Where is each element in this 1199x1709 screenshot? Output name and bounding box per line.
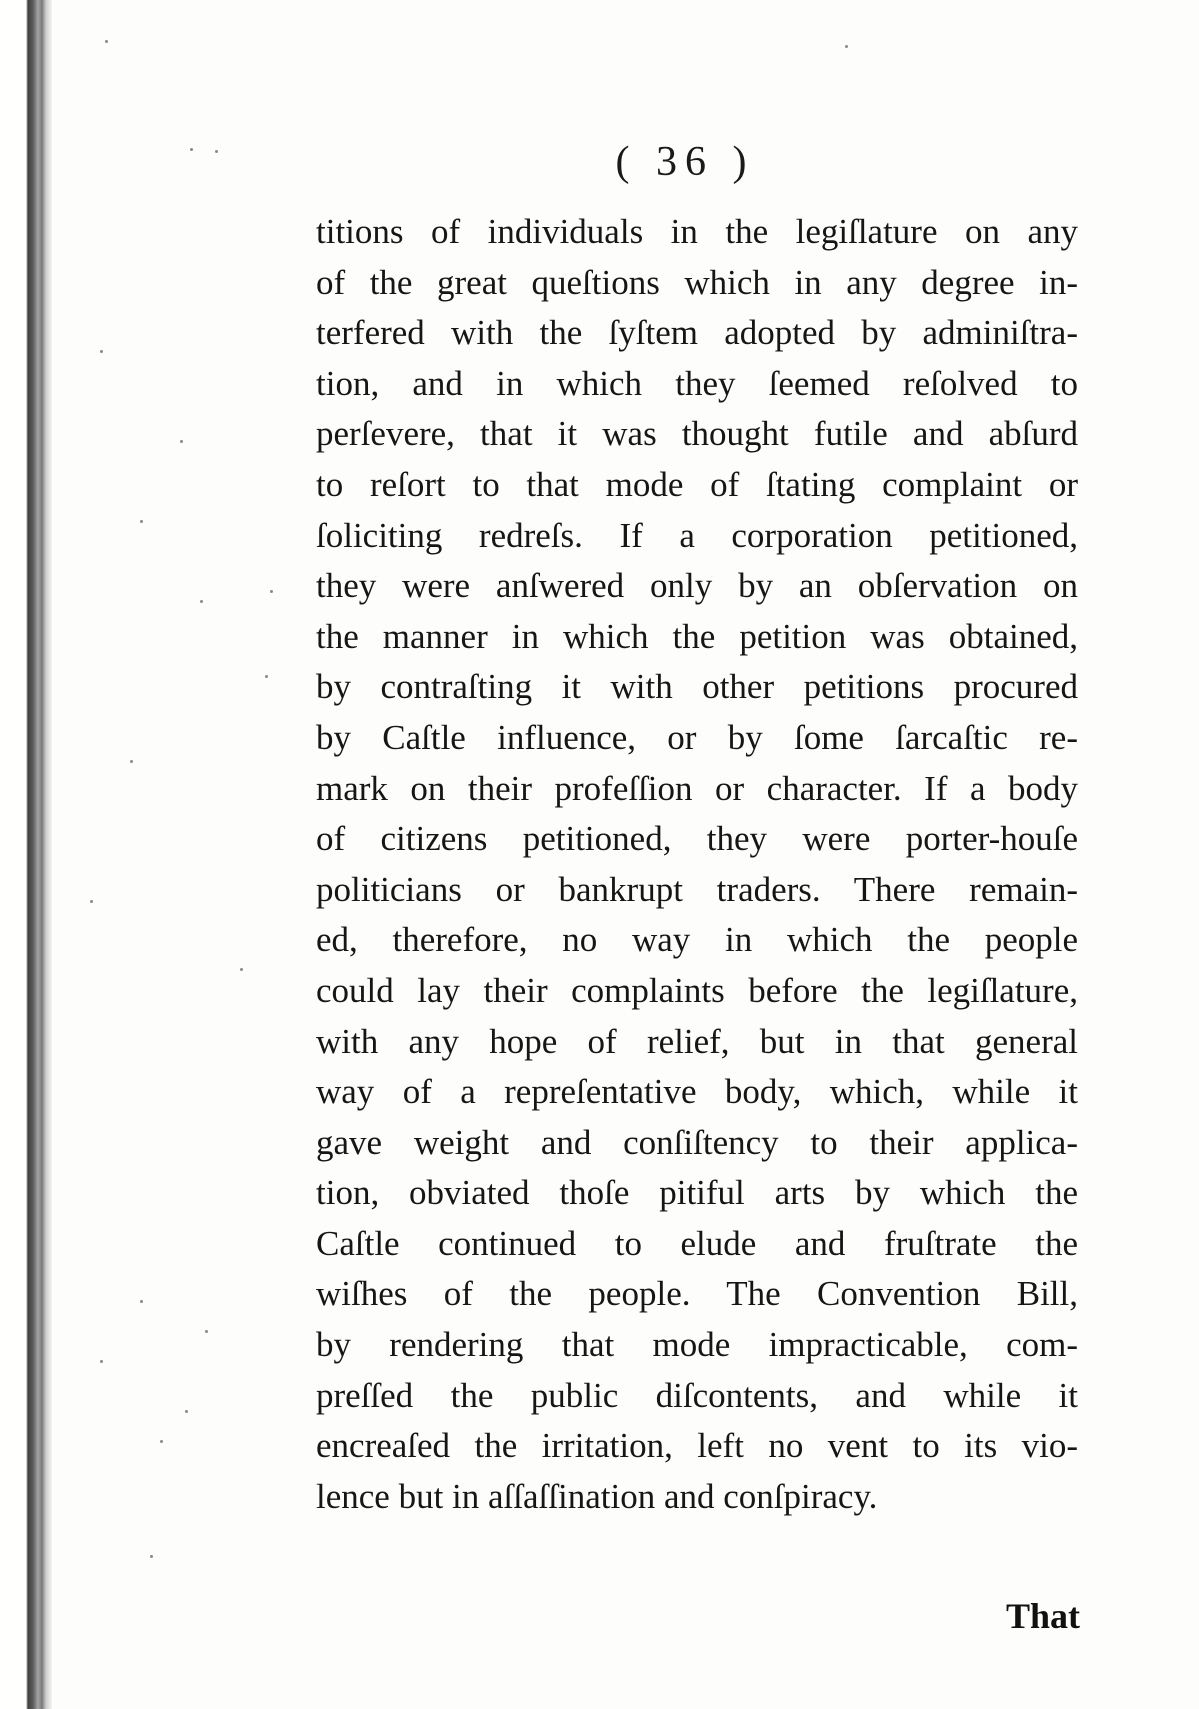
text-line: terfered with the ſyſtem adopted by adminiſtra- xyxy=(316,313,1078,353)
text-line: way of a repreſentative body, which, while it xyxy=(316,1072,1078,1112)
text-line: mark on their profeſſion or character. If a body xyxy=(316,768,1078,808)
text-line: of citizens petitioned, they were porter-houſe xyxy=(316,819,1078,859)
text-line: tion, obviated thoſe pitiful arts by which the xyxy=(316,1173,1078,1213)
text-line: by contraſting it with other petitions procured xyxy=(316,667,1078,707)
text-line: ed, therefore, no way in which the people xyxy=(316,920,1078,960)
page-number: ( 36 ) xyxy=(615,139,755,185)
text-line: they were anſwered only by an obſervation on xyxy=(316,566,1078,606)
text-line: politicians or bankrupt traders. There remain- xyxy=(316,869,1078,909)
text-line: gave weight and conſiſtency to their applica- xyxy=(316,1122,1078,1162)
binding-edge xyxy=(0,0,52,1709)
text-line: perſevere, that it was thought futile and abſurd xyxy=(316,414,1078,454)
text-line: preſſed the public diſcontents, and while it xyxy=(316,1375,1078,1415)
text-line: by Caſtle influence, or by ſome ſarcaſtic re- xyxy=(316,717,1078,757)
body-text xyxy=(316,207,1078,1522)
text-line: could lay their complaints before the legiſlature, xyxy=(316,970,1078,1010)
text-line: of the great queſtions which in any degree in- xyxy=(316,262,1078,302)
text-line: Caſtle continued to elude and fruſtrate the xyxy=(316,1223,1078,1263)
text-line: the manner in which the petition was obtained, xyxy=(316,616,1078,656)
text-line: titions of individuals in the legiſlature on any xyxy=(316,212,1078,251)
text-line: tion, and in which they ſeemed reſolved to xyxy=(316,363,1078,403)
text-line: ſoliciting redreſs. If a corporation petitioned, xyxy=(316,515,1078,555)
text-line: to reſort to that mode of ſtating complaint or xyxy=(316,464,1078,504)
text-line: lence but in aſſaſſination and conſpiracy. xyxy=(316,1476,878,1516)
text-line: by rendering that mode impracticable, com- xyxy=(316,1325,1078,1365)
text-line: encreaſed the irritation, left no vent to its vio- xyxy=(316,1426,1078,1466)
catchword: That xyxy=(1005,1596,1080,1636)
text-line: wiſhes of the people. The Convention Bill, xyxy=(316,1274,1078,1314)
text-line: with any hope of relief, but in that general xyxy=(316,1021,1078,1061)
